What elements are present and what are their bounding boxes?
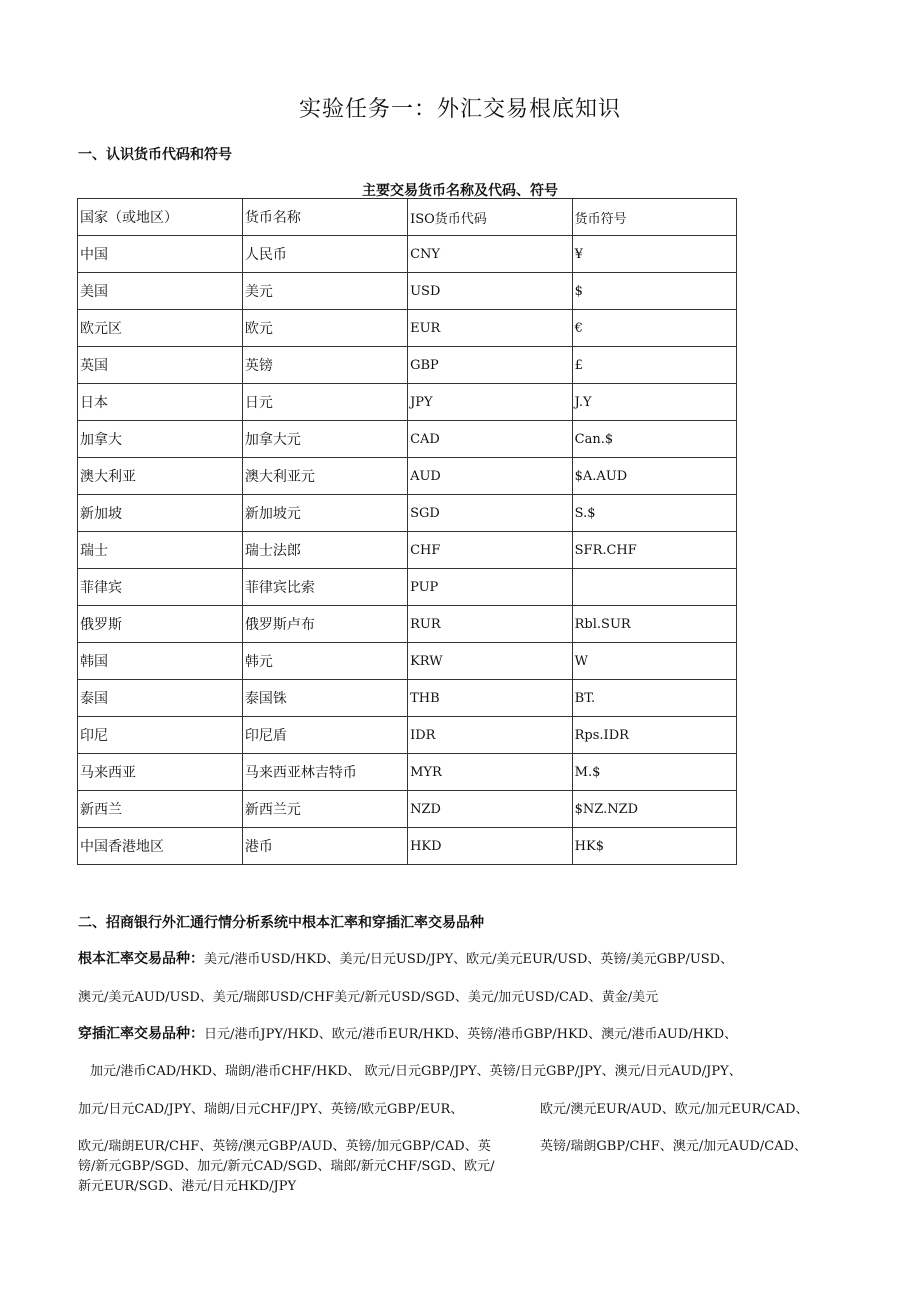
table-row: [78, 421, 737, 458]
cell-symbol: J.Y: [572, 384, 736, 421]
cell-country: 俄罗斯: [78, 606, 243, 643]
cell-symbol: Rbl.SUR: [572, 606, 736, 643]
table-row: [78, 310, 737, 347]
cross-rates-text-4b: 英镑/瑞朗GBP/CHF、澳元/加元AUD/CAD、: [540, 1139, 808, 1154]
cross-rates-text-3b: 欧元/澳元EUR/AUD、欧元/加元EUR/CAD、: [540, 1102, 809, 1117]
cell-symbol: HK$: [572, 828, 736, 865]
cell-symbol: $A.AUD: [572, 458, 736, 495]
cell-symbol: £: [572, 347, 736, 384]
cell-iso-code: PUP: [408, 569, 573, 606]
cell-currency-name: 英镑: [242, 347, 407, 384]
header-iso-code: ISO货币代码: [408, 199, 573, 236]
table-row: [78, 384, 737, 421]
cell-country: 菲律宾: [78, 569, 243, 606]
header-currency-name: 货币名称: [242, 199, 407, 236]
cell-country: 印尼: [78, 717, 243, 754]
page-title: 实验任务一：外汇交易根底知识: [298, 97, 621, 122]
basic-rates-text-2: 澳元/美元AUD/USD、美元/瑞郎USD/CHF美元/新元USD/SGD、美元/加元USD/CAD、黄金/美元: [78, 990, 659, 1005]
cell-iso-code: RUR: [408, 606, 573, 643]
cross-rates-text-2: 加元/港币CAD/HKD、瑞朗/港币CHF/HKD、 欧元/日元GBP/JPY、英镑/日元GBP/JPY、澳元/日元AUD/JPY、: [90, 1064, 742, 1079]
cross-rates-label: 穿插汇率交易品种：: [78, 1026, 204, 1042]
table-caption: 主要交易货币名称及代码、符号: [362, 183, 558, 199]
table-row: [78, 717, 737, 754]
cross-rates-text-3a: 加元/日元CAD/JPY、瑞朗/日元CHF/JPY、英镑/欧元GBP/EUR、: [78, 1102, 464, 1117]
cell-symbol: [572, 569, 736, 606]
table-row: [78, 828, 737, 865]
currency-table-body: [78, 199, 737, 865]
cell-symbol: Rps.IDR: [572, 717, 736, 754]
cell-iso-code: GBP: [408, 347, 573, 384]
cell-iso-code: CHF: [408, 532, 573, 569]
cell-symbol: M.$: [572, 754, 736, 791]
cell-country: 中国: [78, 236, 243, 273]
cell-country: 日本: [78, 384, 243, 421]
cell-country: 瑞士: [78, 532, 243, 569]
cell-iso-code: CNY: [408, 236, 573, 273]
cell-currency-name: 港币: [242, 828, 407, 865]
table-row: [78, 643, 737, 680]
table-header-row: [78, 199, 737, 236]
cross-rates-text-1: 日元/港币JPY/HKD、欧元/港币EUR/HKD、英镑/港币GBP/HKD、澳元/港币AUD/HKD、: [204, 1027, 738, 1042]
header-symbol: 货币符号: [572, 199, 736, 236]
cell-iso-code: JPY: [408, 384, 573, 421]
basic-rates-line-1: [78, 948, 733, 968]
section-1-heading: 一、认识货币代码和符号: [78, 147, 232, 163]
cell-iso-code: AUD: [408, 458, 573, 495]
cell-iso-code: IDR: [408, 717, 573, 754]
table-row: [78, 347, 737, 384]
currency-table: [77, 198, 737, 865]
cell-country: 欧元区: [78, 310, 243, 347]
cell-iso-code: HKD: [408, 828, 573, 865]
table-row: [78, 754, 737, 791]
cell-currency-name: 菲律宾比索: [242, 569, 407, 606]
cell-symbol: €: [572, 310, 736, 347]
cell-iso-code: KRW: [408, 643, 573, 680]
cell-country: 加拿大: [78, 421, 243, 458]
cell-currency-name: 加拿大元: [242, 421, 407, 458]
table-row: [78, 458, 737, 495]
cell-iso-code: SGD: [408, 495, 573, 532]
cell-country: 美国: [78, 273, 243, 310]
cell-currency-name: 人民币: [242, 236, 407, 273]
cell-currency-name: 新加坡元: [242, 495, 407, 532]
table-row: [78, 532, 737, 569]
cell-country: 新加坡: [78, 495, 243, 532]
cell-currency-name: 俄罗斯卢布: [242, 606, 407, 643]
cell-currency-name: 澳大利亚元: [242, 458, 407, 495]
table-row: [78, 680, 737, 717]
table-row: [78, 569, 737, 606]
cell-currency-name: 韩元: [242, 643, 407, 680]
section-2-heading: 二、招商银行外汇通行情分析系统中根本汇率和穿插汇率交易品种: [78, 915, 484, 931]
header-country: 国家（或地区）: [78, 199, 243, 236]
cross-rates-text-4a: 欧元/瑞朗EUR/CHF、英镑/澳元GBP/AUD、英镑/加元GBP/CAD、英: [78, 1139, 491, 1154]
cell-currency-name: 欧元: [242, 310, 407, 347]
cross-rates-text-5: 镑/新元GBP/SGD、加元/新元CAD/SGD、瑞郎/新元CHF/SGD、欧元/: [78, 1159, 495, 1174]
basic-rates-label: 根本汇率交易品种：: [78, 951, 204, 967]
cell-currency-name: 印尼盾: [242, 717, 407, 754]
cell-currency-name: 新西兰元: [242, 791, 407, 828]
table-row: [78, 495, 737, 532]
cell-iso-code: CAD: [408, 421, 573, 458]
cross-rates-line-1: [78, 1023, 737, 1043]
cell-symbol: $NZ.NZD: [572, 791, 736, 828]
cell-currency-name: 美元: [242, 273, 407, 310]
table-row: [78, 273, 737, 310]
cell-currency-name: 瑞士法郎: [242, 532, 407, 569]
cell-iso-code: THB: [408, 680, 573, 717]
cell-country: 马来西亚: [78, 754, 243, 791]
cell-symbol: Can.$: [572, 421, 736, 458]
cell-country: 英国: [78, 347, 243, 384]
cell-symbol: $: [572, 273, 736, 310]
cell-country: 中国香港地区: [78, 828, 243, 865]
cell-symbol: ¥: [572, 236, 736, 273]
cell-iso-code: EUR: [408, 310, 573, 347]
cell-symbol: SFR.CHF: [572, 532, 736, 569]
basic-rates-text-1: 美元/港币USD/HKD、美元/日元USD/JPY、欧元/美元EUR/USD、英镑/美元GBP/USD、: [204, 952, 734, 967]
cell-iso-code: MYR: [408, 754, 573, 791]
cell-country: 澳大利亚: [78, 458, 243, 495]
table-row: [78, 606, 737, 643]
table-row: [78, 236, 737, 273]
cell-iso-code: USD: [408, 273, 573, 310]
cell-currency-name: 日元: [242, 384, 407, 421]
cell-country: 泰国: [78, 680, 243, 717]
cell-country: 新西兰: [78, 791, 243, 828]
cell-symbol: W: [572, 643, 736, 680]
cell-currency-name: 马来西亚林吉特币: [242, 754, 407, 791]
cell-currency-name: 泰国铢: [242, 680, 407, 717]
cell-country: 韩国: [78, 643, 243, 680]
cross-rates-text-6: 新元EUR/SGD、港元/日元HKD/JPY: [78, 1179, 297, 1194]
cell-iso-code: NZD: [408, 791, 573, 828]
cell-symbol: BT.: [572, 680, 736, 717]
cell-symbol: S.$: [572, 495, 736, 532]
table-row: [78, 791, 737, 828]
